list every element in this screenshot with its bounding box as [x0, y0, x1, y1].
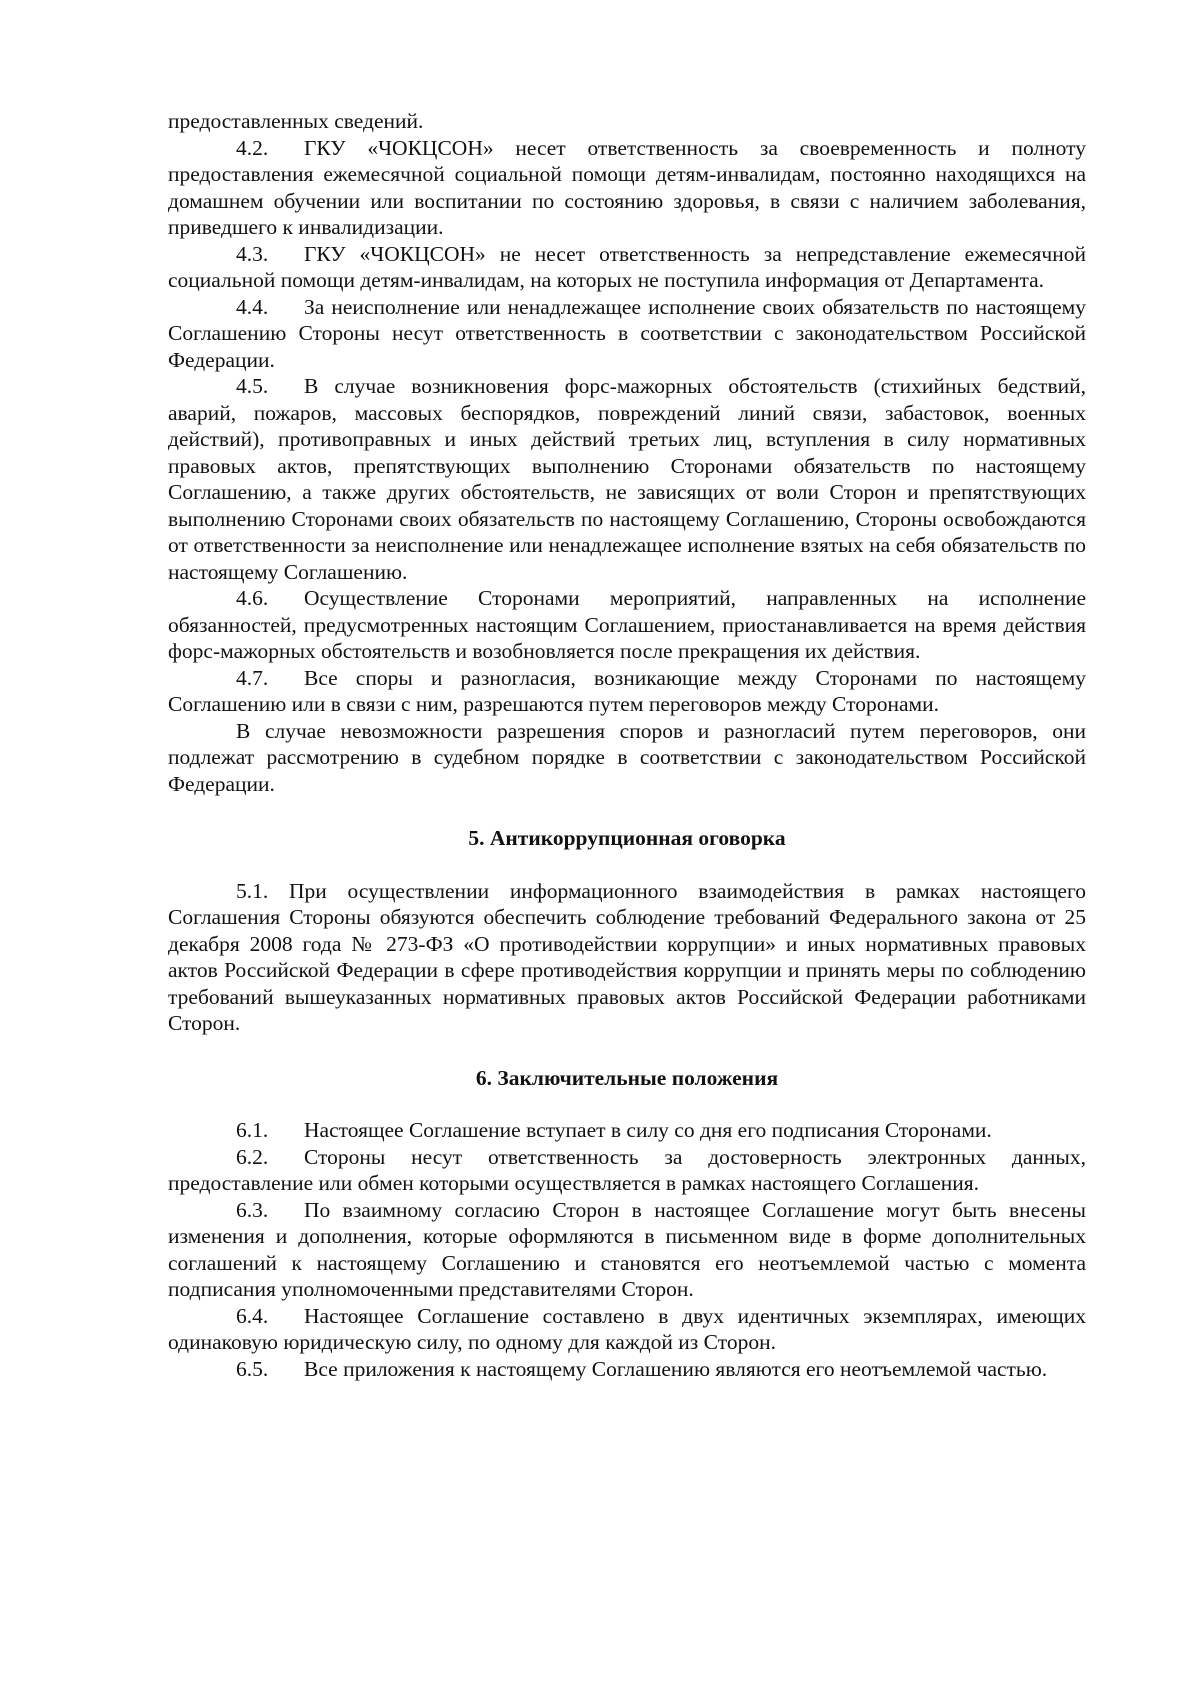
clause-6-5: [168, 1356, 1086, 1383]
clause-number: 4.4.: [236, 294, 269, 319]
section-4-tail: В случае невозможности разрешения споров и разногласий путем переговоров, они подлежат рассмотрению в судебном порядке в соответствии с законодательством Российской Федерации.: [168, 718, 1086, 796]
document-page: [168, 108, 1086, 1382]
clause-text: По взаимному согласию Сторон в настоящее Соглашение могут быть внесены изменения и дополнения, которые оформляются в письменном виде в форме дополнительных соглашений к настоящему Соглашению и становятся его неотъемлемой частью с момента подписания уполномоченными представителями Сторон.: [168, 1197, 1086, 1301]
clause-6-2: [168, 1144, 1086, 1197]
clause-text: Настоящее Соглашение составлено в двух идентичных экземплярах, имеющих одинаковую юридическую силу, по одному для каждой из Сторон.: [168, 1303, 1086, 1354]
clause-number: 6.4.: [236, 1303, 269, 1328]
clause-text: Настоящее Соглашение вступает в силу со дня его подписания Сторонами.: [304, 1118, 992, 1142]
clause-text: Стороны несут ответственность за достоверность электронных данных, предоставление или обмен которыми осуществляется в рамках настоящего Соглашения.: [168, 1144, 1086, 1195]
clause-4-5: [168, 373, 1086, 585]
clause-number: 6.1.: [236, 1118, 269, 1142]
clause-number: 4.7.: [236, 665, 269, 690]
clause-6-4: [168, 1303, 1086, 1356]
clause-number: 4.3.: [236, 241, 269, 266]
intro-tail: предоставленных сведений.: [168, 109, 424, 133]
clause-number: 6.2.: [236, 1144, 269, 1169]
clause-6-1: [168, 1117, 1086, 1144]
clause-4-3: [168, 241, 1086, 294]
clause-text: ГКУ «ЧОКЦСОН» несет ответственность за своевременность и полноту предоставления ежемесячной социальной помощи детям-инвалидам, постоянно находящихся на домашнем обучении или воспитании по состоянию здоровья, в связи с наличием заболевания, приведшего к инвалидизации.: [168, 135, 1086, 239]
clause-4-7: [168, 665, 1086, 718]
clause-5-1: 5.1. При осуществлении информационного взаимодействия в рамках настоящего Соглашения Стороны обязуются обеспечить соблюдение требований Федерального закона от 25 декабря 2008 года № 273-ФЗ «О противодействии коррупции» и иных нормативных правовых актов Российской Федерации в сфере противодействия коррупции и принять меры по соблюдению требований вышеуказанных нормативных правовых актов Российской Федерации работниками Сторон.: [168, 878, 1086, 1035]
clause-text: За неисполнение или ненадлежащее исполнение своих обязательств по настоящему Соглашению Стороны несут ответственность в соответствии с законодательством Российской Федерации.: [168, 294, 1086, 372]
clause-text: ГКУ «ЧОКЦСОН» не несет ответственность за непредставление ежемесячной социальной помощи детям-инвалидам, на которых не поступила информация от Департамента.: [168, 241, 1086, 292]
section-5-heading: 5. Антикоррупционная оговорка: [468, 826, 786, 850]
clause-4-4: [168, 294, 1086, 374]
clause-number: 6.3.: [236, 1197, 269, 1222]
clause-number: 4.6.: [236, 586, 269, 610]
clause-text: В случае возникновения форс-мажорных обстоятельств (стихийных бедствий, аварий, пожаров, массовых беспорядков, повреждений линий связи, забастовок, военных действий), противоправных и иных действий третьих лиц, вступления в силу нормативных правовых актов, препятствующих выполнению Сторонами обязательств по настоящему Соглашению, а также других обстоятельств, не зависящих от воли Сторон и препятствующих выполнению Сторонами своих обязательств по настоящему Соглашению, Стороны освобождаются от ответственности за неисполнение или ненадлежащее исполнение взятых на себя обязательств по настоящему Соглашению.: [168, 374, 1086, 584]
clause-number: 4.5.: [236, 374, 269, 398]
clause-text: Все споры и разногласия, возникающие между Сторонами по настоящему Соглашению или в связи с ним, разрешаются путем переговоров между Сторонами.: [168, 665, 1086, 716]
clause-text: Все приложения к настоящему Соглашению являются его неотъемлемой частью.: [304, 1356, 1048, 1381]
clause-number: 4.2.: [236, 135, 269, 160]
clause-4-2: [168, 135, 1086, 241]
clause-6-3: [168, 1197, 1086, 1303]
clause-text: Осуществление Сторонами мероприятий, направленных на исполнение обязанностей, предусмотренных настоящим Соглашением, приостанавливается на время действия форс-мажорных обстоятельств и возобновляется после прекращения их действия.: [168, 586, 1086, 663]
clause-4-6: [168, 585, 1086, 665]
clause-number: 6.5.: [236, 1356, 269, 1381]
section-6-heading: 6. Заключительные положения: [475, 1065, 779, 1090]
